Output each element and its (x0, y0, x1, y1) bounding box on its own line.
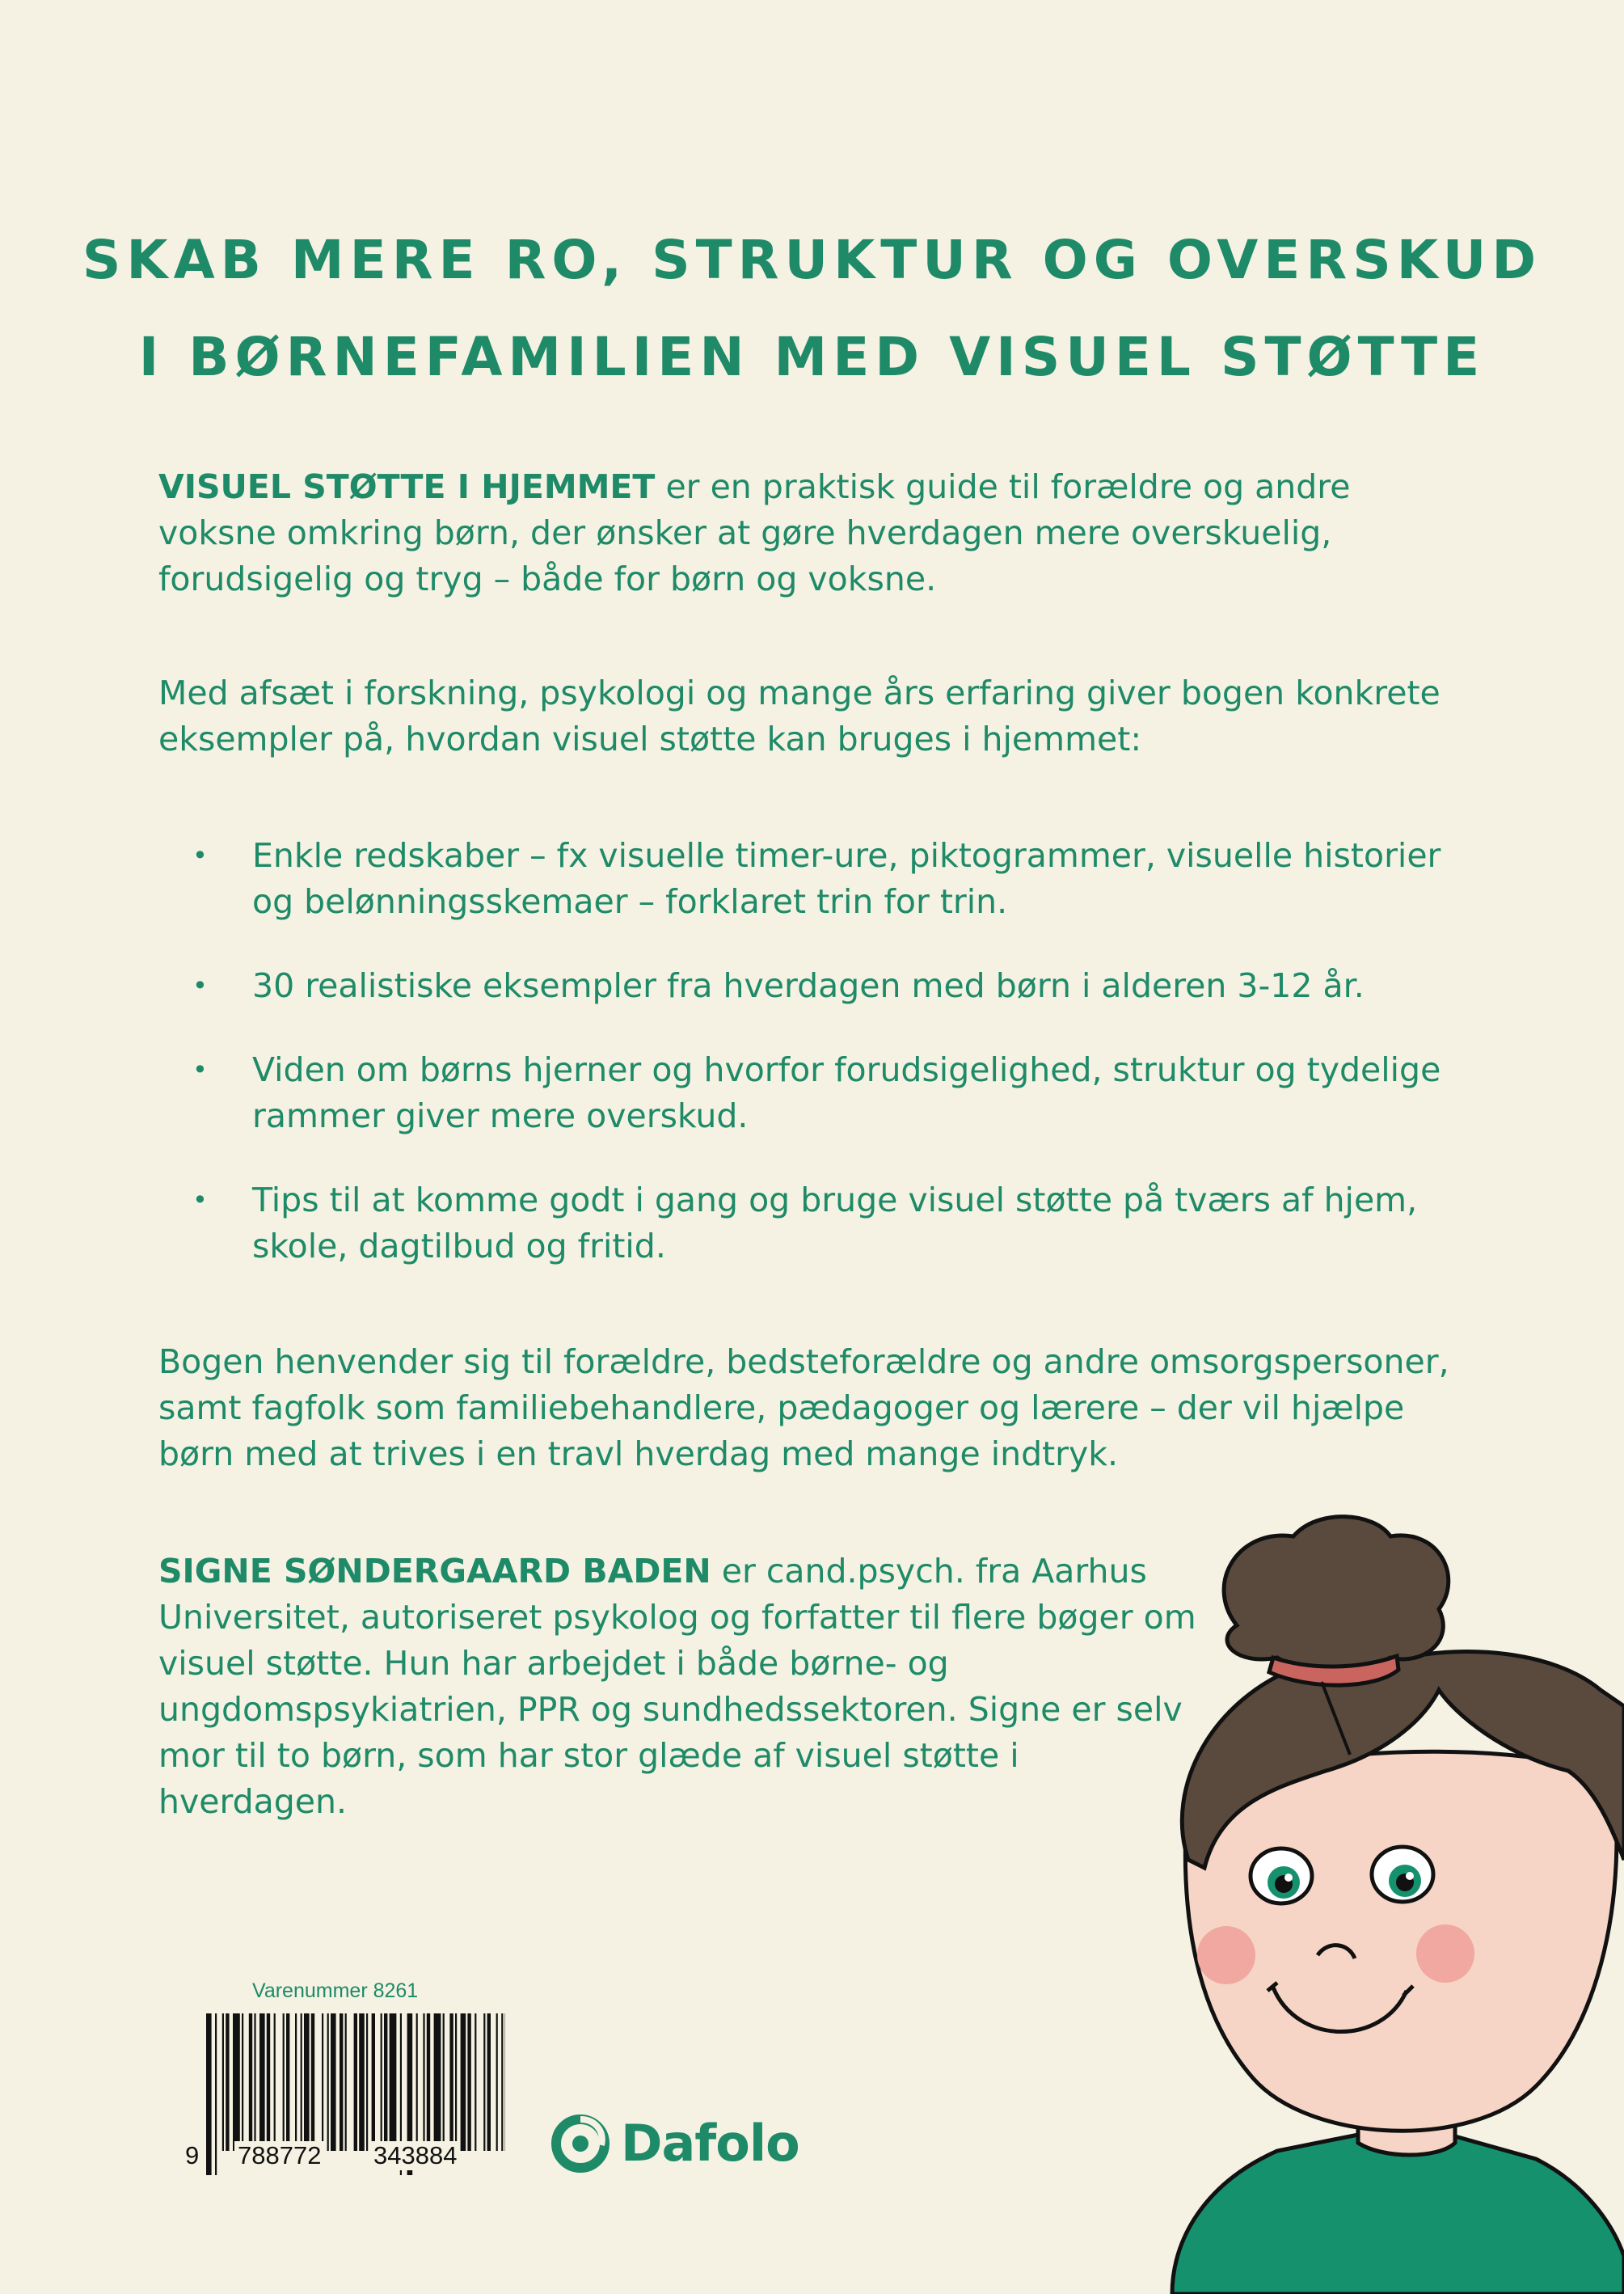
barcode-group-2: 343884 (370, 2141, 460, 2170)
barcode-bar (301, 2013, 302, 2151)
list-item (158, 963, 1484, 1009)
barcode-bar (416, 2013, 418, 2151)
barcode-bar (249, 2013, 252, 2151)
bullet-icon: • (192, 970, 208, 1001)
barcode-bar (390, 2013, 397, 2151)
barcode-bar (274, 2013, 276, 2151)
barcode-bar (267, 2013, 270, 2151)
list-item-text: Tips til at komme godt i gang og bruge visuel støtte på tværs af hjem, skole, dagtilbud og fritid. (252, 1181, 1418, 1265)
barcode-bar (254, 2013, 255, 2151)
bullet-icon: • (192, 1054, 208, 1085)
headline-line-2: I BØRNEFAMILIEN MED VISUEL STØTTE (138, 326, 1486, 388)
barcode-bar (331, 2013, 336, 2151)
author-bio-text: er cand.psych. fra Aarhus Universitet, autoriseret psykolog og forfatter til flere bøger om visuel støtte. Hun har arbejdet i både børne- og ungdomspsykiatrien, PPR og sundhedssektoren. Signe er selv mor til to børn, som har stor glæde af visuel støtte i hverdagen. (158, 1552, 1196, 1821)
barcode-bar (222, 2013, 224, 2151)
barcode-bar (443, 2013, 445, 2151)
barcode-bar (496, 2013, 498, 2151)
barcode-bar (461, 2013, 466, 2151)
barcode-bar (483, 2013, 485, 2151)
bullet-icon: • (192, 840, 208, 871)
barcode-bar (322, 2013, 323, 2151)
item-number: Varenummer 8261 (252, 1979, 419, 2002)
right-eye (1372, 1847, 1433, 1902)
girl-illustration-icon (1116, 1512, 1624, 2294)
list-item (158, 1177, 1484, 1270)
barcode-bar (487, 2013, 491, 2151)
list-item-text: Viden om børns hjerner og hvorfor forudsigelighed, struktur og tydelige rammer giver mere overskud. (252, 1050, 1441, 1135)
barcode-bar (423, 2013, 424, 2151)
intro-text: er en praktisk guide til forældre og andre voksne omkring børn, der ønsker at gøre hverdagen mere overskuelig, forudsigelig og tryg – både for børn og voksne. (158, 467, 1351, 598)
author-bio (158, 1548, 1217, 1825)
left-cheek (1197, 1926, 1255, 1984)
barcode-bar (345, 2013, 347, 2151)
barcode-bar (381, 2013, 382, 2151)
list-item-text: 30 realistiske eksempler fra hverdagen med børn i alderen 3-12 år. (252, 966, 1365, 1005)
barcode-bar (455, 2013, 457, 2151)
book-title: VISUEL STØTTE I HJEMMET (158, 467, 656, 506)
barcode-bar (501, 2013, 503, 2151)
audience-paragraph: Bogen henvender sig til forældre, bedsteforældre og andre omsorgspersoner, samt fagfolk som familiebehandlere, pædagoger og lærere – der vil hjælpe børn med at trives i en travl hverdag med mange indtryk. (158, 1342, 1449, 1473)
barcode-bar (327, 2013, 329, 2151)
feature-list (158, 833, 1484, 1308)
barcode-bar (242, 2013, 243, 2151)
barcode-bar (427, 2013, 430, 2151)
barcode-bar (475, 2013, 476, 2151)
author-name: SIGNE SØNDERGAARD BADEN (158, 1552, 711, 1591)
dafolo-logo-icon (551, 2114, 610, 2173)
publisher-logo (551, 2114, 799, 2173)
barcode-bar (259, 2013, 265, 2151)
barcode-bar (366, 2013, 368, 2151)
headline-line-1: SKAB MERE RO, STRUKTUR OG OVERSKUD (82, 229, 1542, 291)
barcode-bar (340, 2013, 343, 2151)
barcode-bar (449, 2013, 453, 2151)
barcode-bar (359, 2013, 365, 2151)
barcode-numbers (0, 2141, 566, 2174)
sweater (1172, 2135, 1624, 2294)
barcode-bar (295, 2013, 297, 2151)
barcode-bar (286, 2013, 289, 2151)
barcode-bar (283, 2013, 285, 2151)
intro-paragraph (158, 464, 1468, 602)
barcode-bar (434, 2013, 441, 2151)
headline (0, 212, 1624, 406)
bullet-icon: • (192, 1185, 208, 1215)
list-item (158, 833, 1484, 925)
barcode-bar (311, 2013, 314, 2151)
lead-paragraph: Med afsæt i forskning, psykologi og mange års erfaring giver bogen konkrete eksempler på, hvordan visuel støtte kan bruges i hjemmet: (158, 674, 1441, 758)
barcode-bar (226, 2013, 229, 2151)
list-item (158, 1047, 1484, 1139)
barcode-bar (304, 2013, 310, 2151)
barcode-first-digit: 9 (182, 2141, 202, 2170)
publisher-name: Dafolo (621, 2114, 799, 2173)
barcode-group-1: 788772 (234, 2141, 324, 2170)
list-item-text: Enkle redskaber – fx visuelle timer-ure, piktogrammer, visuelle historier og belønningsskemaer – forklaret trin for trin. (252, 836, 1441, 921)
barcode-bar (233, 2013, 240, 2151)
left-eye (1251, 1848, 1312, 1903)
barcode-bar (384, 2013, 387, 2151)
barcode-bar (354, 2013, 357, 2151)
barcode-bar (467, 2013, 470, 2151)
hair-bun (1224, 1517, 1449, 1670)
right-cheek (1416, 1924, 1474, 1983)
barcode-bar (372, 2013, 375, 2151)
